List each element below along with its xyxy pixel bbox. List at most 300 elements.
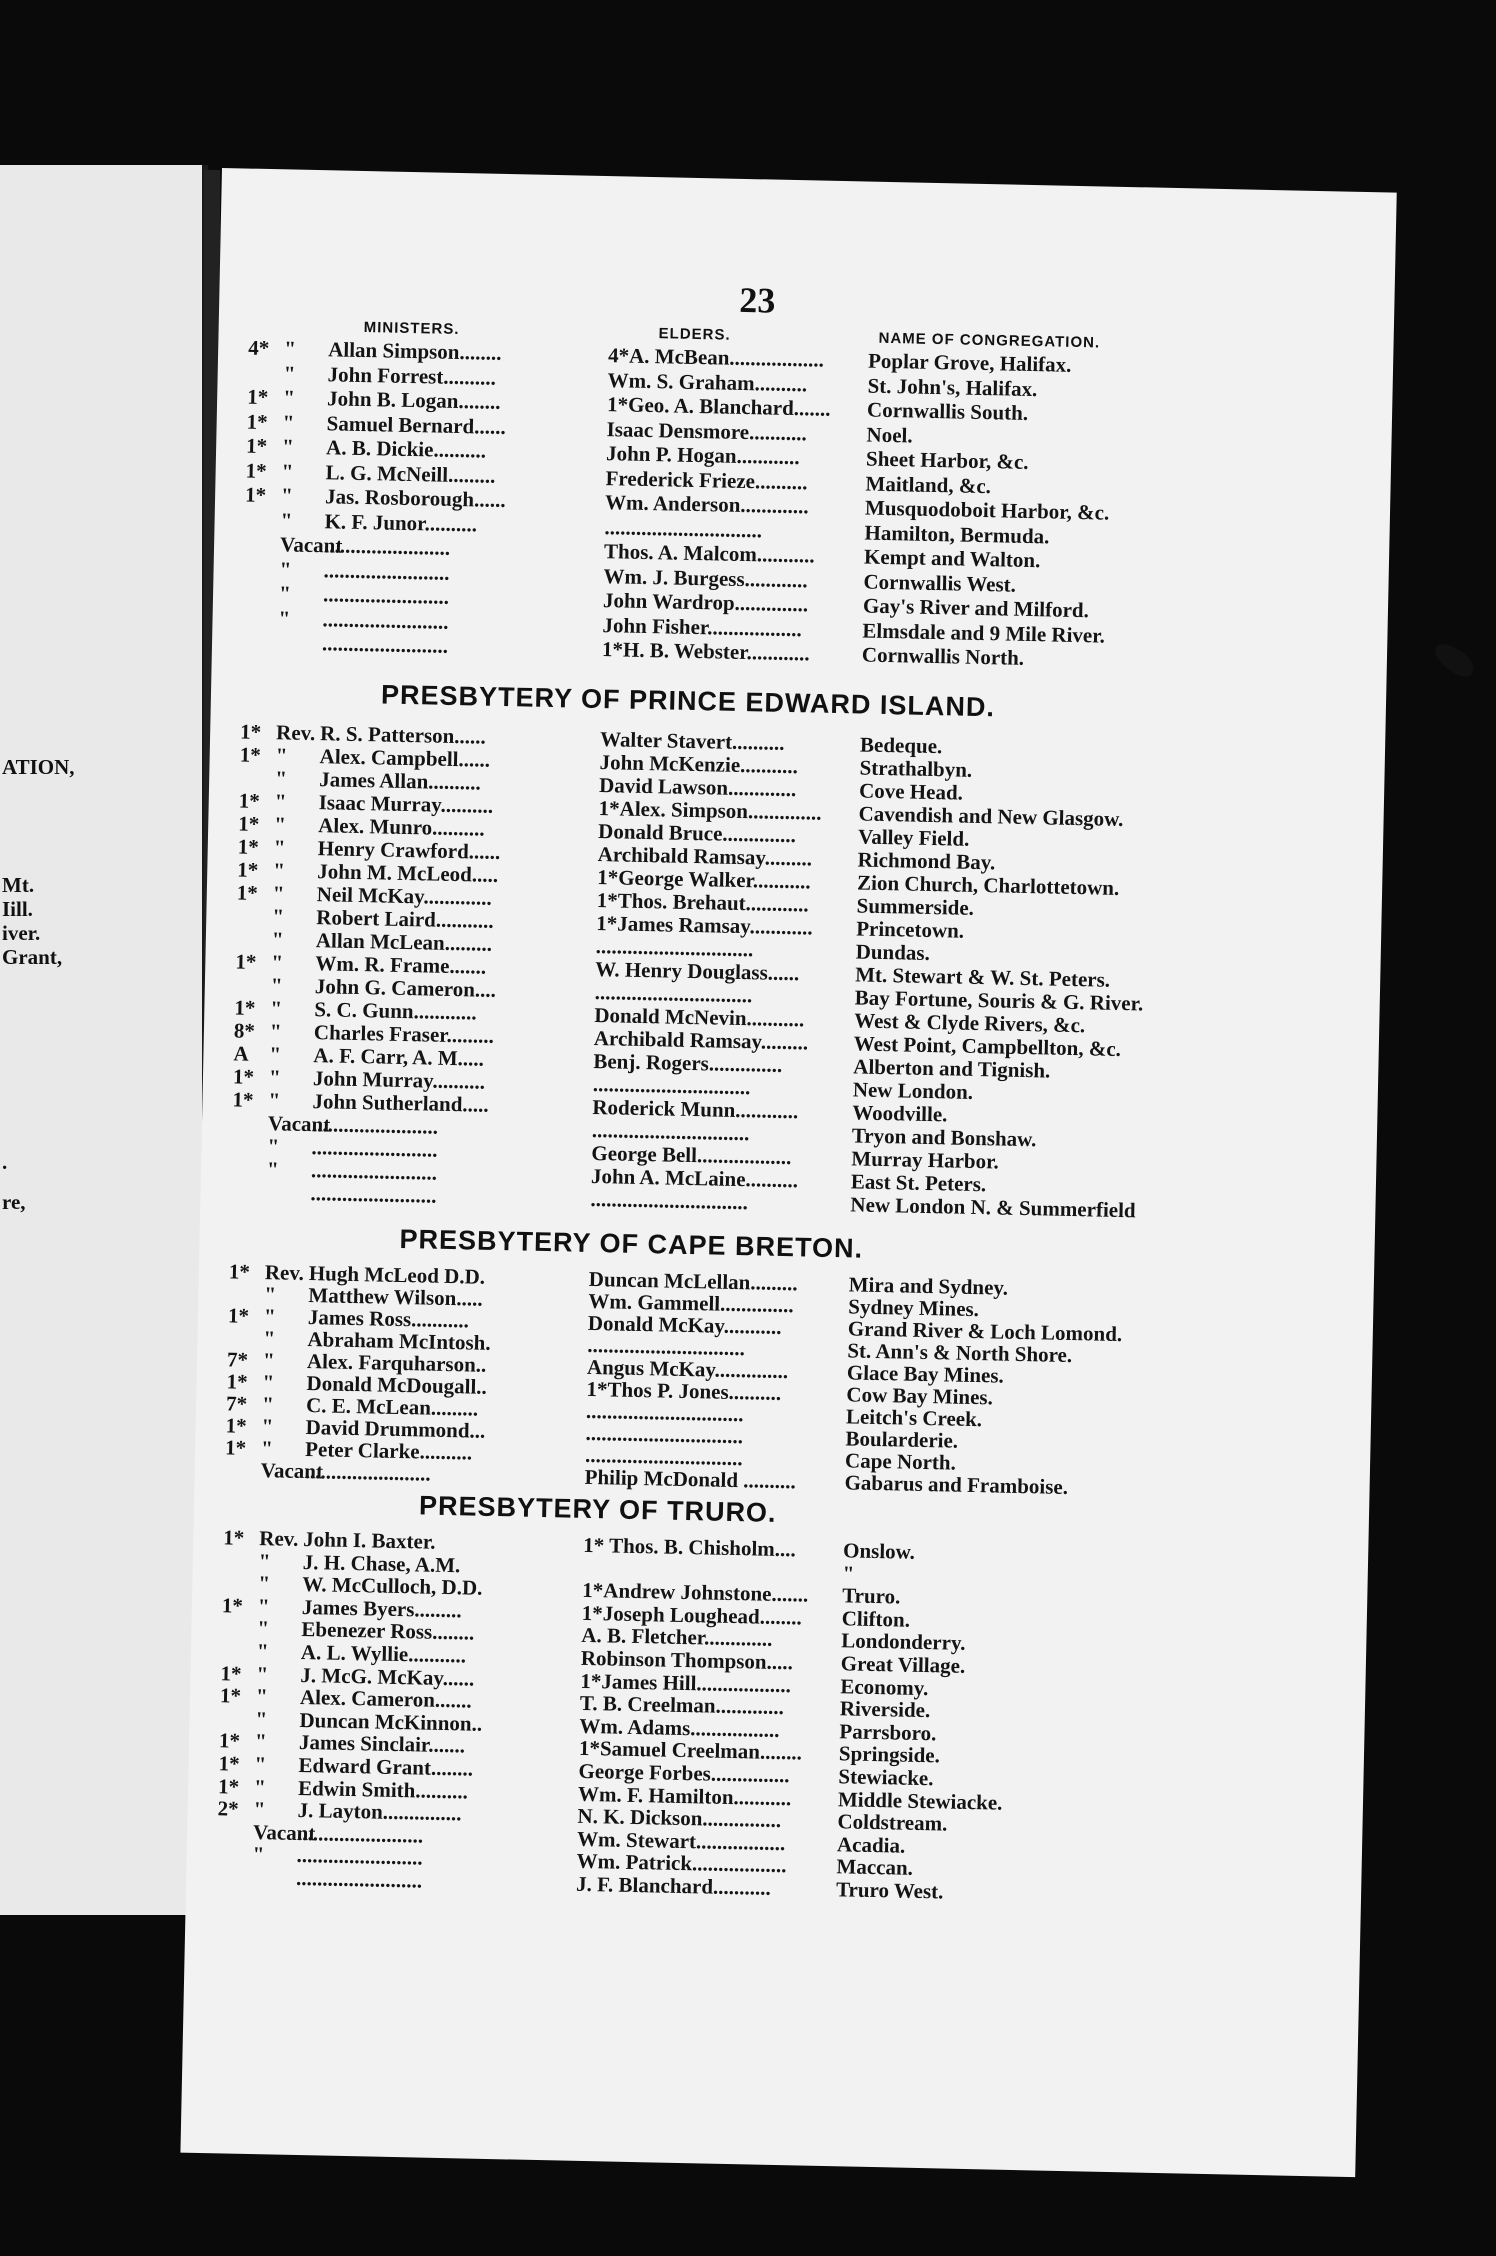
congregation-name: Noel. bbox=[866, 422, 913, 448]
elder-name: 1*Alex. Simpson.............. bbox=[598, 796, 822, 825]
row-prefix: " bbox=[272, 881, 285, 906]
elder-name: .............................. bbox=[584, 1442, 743, 1471]
row-prefix: " bbox=[272, 904, 285, 929]
left-fragment: . bbox=[2, 1150, 8, 1174]
row-prefix: " bbox=[262, 1348, 275, 1373]
row-mark bbox=[225, 1458, 265, 1459]
minister-name: ........................ bbox=[323, 557, 450, 585]
minister-name: Samuel Bernard...... bbox=[326, 410, 506, 439]
row-mark: 1* bbox=[227, 1303, 250, 1328]
row-mark: 4* bbox=[247, 335, 270, 361]
elder-name: 1* Thos. B. Chisholm.... bbox=[582, 1532, 797, 1562]
row-prefix: " bbox=[253, 1797, 266, 1822]
row-prefix bbox=[252, 1866, 302, 1867]
row-prefix: " bbox=[261, 1414, 274, 1439]
elder-name: Isaac Densmore........... bbox=[606, 416, 808, 445]
elder-name: Duncan McLellan......... bbox=[588, 1266, 798, 1296]
minister-name: ........................ bbox=[310, 1158, 438, 1185]
row-mark bbox=[243, 606, 283, 607]
congregation-name: Clifton. bbox=[841, 1606, 911, 1632]
row-prefix: " bbox=[268, 1088, 281, 1113]
minister-name: Alex. Munro.......... bbox=[318, 813, 485, 841]
row-prefix: " bbox=[257, 1616, 270, 1641]
pei-section-title: PRESBYTERY OF PRINCE EDWARD ISLAND. bbox=[380, 679, 996, 723]
minister-name: Matthew Wilson..... bbox=[308, 1283, 483, 1311]
row-prefix: " bbox=[254, 1729, 267, 1754]
left-fragment: iver. bbox=[2, 921, 41, 945]
elder-name: Donald McKay........... bbox=[587, 1310, 782, 1339]
row-prefix: " bbox=[258, 1571, 271, 1596]
minister-name: J. H. Chase, A.M. bbox=[302, 1549, 461, 1577]
minister-name: K. F. Junor.......... bbox=[324, 508, 478, 536]
congregation-name: West & Clyde Rivers, &c. bbox=[854, 1008, 1086, 1038]
row-prefix: Rev. bbox=[275, 720, 316, 746]
minister-name: John Forrest.......... bbox=[327, 361, 497, 390]
elder-name: Wm. F. Hamilton........... bbox=[577, 1781, 792, 1810]
row-mark bbox=[232, 1111, 272, 1112]
congregation-name: Musquodoboit Harbor, &c. bbox=[864, 495, 1110, 525]
minister-name: John I. Baxter. bbox=[303, 1527, 436, 1554]
minister-name: Duncan McKinnon.. bbox=[299, 1707, 483, 1736]
row-mark: 2* bbox=[217, 1796, 239, 1821]
left-fragment: Iill. bbox=[2, 897, 33, 921]
elder-name: .............................. bbox=[591, 1117, 750, 1146]
congregation-name: Middle Stewiacke. bbox=[837, 1786, 1003, 1815]
row-mark bbox=[232, 1134, 272, 1135]
congregation-name: Gabarus and Framboise. bbox=[844, 1470, 1069, 1500]
row-prefix: " bbox=[275, 743, 288, 768]
elder-name: .............................. bbox=[585, 1420, 744, 1449]
minister-name: Alex. Farquharson.. bbox=[306, 1349, 487, 1377]
elder-name: Donald Bruce.............. bbox=[597, 819, 797, 848]
elder-name: 1*Geo. A. Blanchard....... bbox=[606, 392, 831, 421]
elder-name: Donald McNevin........... bbox=[594, 1002, 805, 1032]
minister-name: James Allan.......... bbox=[318, 767, 482, 795]
elder-name: Roderick Munn............ bbox=[592, 1094, 799, 1124]
elder-name: .............................. bbox=[594, 979, 753, 1008]
row-mark bbox=[235, 973, 275, 974]
elder-name: David Lawson............. bbox=[598, 773, 797, 802]
elder-name: 1*Samuel Creelman........ bbox=[578, 1736, 803, 1765]
elder-name: John McKenzie........... bbox=[599, 750, 799, 779]
congregation-name: Cove Head. bbox=[858, 778, 964, 805]
congregation-name: Economy. bbox=[840, 1673, 929, 1700]
elder-name: 1*James Ramsay............ bbox=[596, 911, 813, 940]
elder-name: Wm. Patrick.................. bbox=[576, 1849, 787, 1878]
row-mark: 1* bbox=[217, 1773, 240, 1799]
congregation-name: Springside. bbox=[838, 1741, 941, 1768]
row-prefix: " bbox=[260, 1436, 274, 1461]
row-mark bbox=[229, 1282, 269, 1283]
row-prefix: " bbox=[256, 1661, 269, 1686]
minister-name: J. Layton............... bbox=[297, 1798, 462, 1826]
congregation-name: Londonderry. bbox=[841, 1628, 966, 1656]
row-prefix: " bbox=[271, 927, 284, 952]
congregation-name: Elmsdale and 9 Mile River. bbox=[862, 618, 1106, 648]
elder-name: George Forbes............... bbox=[578, 1758, 790, 1788]
elder-name: Frederick Frieze.......... bbox=[605, 465, 808, 494]
elder-name: .............................. bbox=[587, 1332, 746, 1361]
row-mark bbox=[228, 1326, 268, 1327]
page-number: 23 bbox=[738, 279, 776, 321]
row-mark bbox=[243, 582, 283, 583]
row-prefix: " bbox=[282, 409, 295, 435]
row-mark bbox=[223, 1572, 263, 1573]
congregation-name: Sydney Mines. bbox=[848, 1294, 980, 1322]
row-prefix: " bbox=[255, 1684, 268, 1709]
row-mark bbox=[237, 904, 277, 905]
congregation-column-header: NAME OF CONGREGATION. bbox=[878, 329, 1101, 352]
congregation-name: Murray Harbor. bbox=[851, 1146, 999, 1174]
congregation-name: Cornwallis West. bbox=[863, 569, 1017, 597]
row-prefix: " bbox=[281, 434, 295, 459]
minister-name: Allan Simpson........ bbox=[327, 337, 502, 365]
elder-name: Archibald Ramsay......... bbox=[597, 842, 813, 871]
elder-name: 1*George Walker........... bbox=[596, 865, 811, 894]
minister-name: Peter Clarke.......... bbox=[304, 1437, 473, 1465]
row-prefix: " bbox=[263, 1304, 276, 1329]
row-prefix: " bbox=[279, 556, 292, 582]
congregation-name: Princetown. bbox=[855, 916, 965, 943]
congregation-name: Great Village. bbox=[840, 1651, 966, 1678]
congregation-name: Cape North. bbox=[844, 1448, 957, 1475]
minister-name: John B. Logan........ bbox=[326, 386, 501, 414]
congregation-name: Glace Bay Mines. bbox=[846, 1360, 1005, 1388]
row-prefix: Rev. bbox=[264, 1260, 305, 1285]
ministers-column-header: MINISTERS. bbox=[363, 319, 460, 339]
congregation-name: Poplar Grove, Halifax. bbox=[867, 348, 1072, 377]
congregation-name: Zion Church, Charlottetown. bbox=[856, 870, 1120, 900]
elder-name: .............................. bbox=[595, 934, 754, 962]
row-prefix: " bbox=[283, 360, 296, 386]
left-fragment: re, bbox=[2, 1190, 26, 1214]
congregation-name: Mt. Stewart & W. St. Peters. bbox=[854, 962, 1111, 992]
elders-column-header: ELDERS. bbox=[658, 325, 731, 344]
row-mark bbox=[217, 1843, 257, 1844]
elder-name: Wm. Stewart................. bbox=[576, 1826, 786, 1855]
minister-name: Abraham McIntosh. bbox=[307, 1327, 491, 1355]
minister-name: A. L. Wyllie........... bbox=[300, 1639, 467, 1668]
elder-name: 1*James Hill.................. bbox=[580, 1668, 792, 1697]
elder-name: 1*Thos P. Jones.......... bbox=[586, 1376, 782, 1405]
row-prefix: " bbox=[263, 1326, 276, 1351]
row-prefix: " bbox=[278, 581, 292, 606]
elder-name: A. B. Fletcher............. bbox=[581, 1623, 773, 1652]
minister-name: John Sutherland..... bbox=[312, 1089, 489, 1117]
minister-name: S. C. Gunn............ bbox=[314, 997, 477, 1025]
row-prefix: " bbox=[270, 973, 283, 998]
congregation-name: Truro West. bbox=[835, 1877, 944, 1904]
row-mark bbox=[248, 361, 288, 362]
elder-name: John P. Hogan............ bbox=[605, 441, 800, 470]
congregation-name: Cornwallis South. bbox=[866, 397, 1029, 425]
row-prefix: " bbox=[258, 1548, 271, 1573]
elder-name: 1*Joseph Loughead........ bbox=[581, 1600, 802, 1630]
congregation-name: Mira and Sydney. bbox=[848, 1272, 1009, 1300]
congregation-name: Cavendish and New Glasgow. bbox=[858, 801, 1124, 832]
row-prefix: " bbox=[283, 336, 297, 361]
row-mark bbox=[244, 533, 284, 534]
congregation-name: Onslow. bbox=[842, 1538, 916, 1564]
minister-name: A. F. Carr, A. M..... bbox=[313, 1043, 485, 1071]
congregation-name: Acadia. bbox=[836, 1832, 906, 1858]
minister-name: Edwin Smith.......... bbox=[297, 1775, 469, 1804]
row-prefix: Rev. bbox=[259, 1526, 299, 1551]
congregation-name: Strathalbyn. bbox=[859, 755, 973, 782]
row-prefix: " bbox=[261, 1392, 275, 1417]
row-mark: 8* bbox=[233, 1018, 256, 1043]
elder-name: .............................. bbox=[604, 514, 763, 542]
elder-name: Archibald Ramsay......... bbox=[593, 1025, 809, 1055]
minister-name: ........................ bbox=[321, 631, 449, 658]
row-mark bbox=[217, 1820, 257, 1821]
row-mark: 1* bbox=[218, 1728, 241, 1754]
row-mark bbox=[242, 631, 282, 632]
elder-name: Wm. Gammell.............. bbox=[588, 1288, 794, 1318]
minister-name: ........................ bbox=[311, 1135, 438, 1162]
row-mark: 1* bbox=[245, 433, 268, 459]
elder-name: Angus McKay.............. bbox=[586, 1354, 789, 1384]
congregation-name: Valley Field. bbox=[857, 824, 970, 851]
row-mark: 1* bbox=[232, 1064, 255, 1089]
row-mark: 7* bbox=[225, 1391, 248, 1416]
congregation-name: Maitland, &c. bbox=[865, 471, 992, 498]
minister-name: Charles Fraser......... bbox=[313, 1020, 495, 1048]
row-mark: 1* bbox=[246, 384, 269, 410]
congregation-name: West Point, Campbellton, &c. bbox=[853, 1031, 1122, 1062]
row-prefix: " bbox=[274, 766, 288, 791]
minister-name: C. E. McLean......... bbox=[305, 1393, 479, 1421]
minister-name: ........................ bbox=[310, 1181, 437, 1208]
row-mark bbox=[222, 1617, 262, 1618]
minister-name: ........................ bbox=[304, 1459, 431, 1486]
congregation-name: Cow Bay Mines. bbox=[846, 1382, 994, 1410]
row-mark: A bbox=[233, 1041, 249, 1066]
elder-name: .............................. bbox=[585, 1398, 744, 1427]
minister-name: ........................ bbox=[322, 582, 450, 609]
row-prefix: " bbox=[273, 858, 286, 883]
elder-name: Wm. Adams................. bbox=[579, 1713, 780, 1742]
row-mark bbox=[236, 927, 276, 928]
elder-name: 1*Thos. Brehaut............ bbox=[596, 888, 809, 917]
elder-name: John Wardrop.............. bbox=[602, 588, 809, 617]
elder-name: N. K. Dickson............... bbox=[577, 1803, 782, 1833]
minister-name: Ebenezer Ross........ bbox=[301, 1617, 475, 1645]
elder-name: 4*A. McBean.................. bbox=[607, 343, 825, 372]
row-mark: 1* bbox=[237, 857, 259, 882]
row-prefix: " bbox=[280, 483, 294, 508]
row-prefix: Vacant bbox=[260, 1458, 324, 1484]
congregation-name: Tryon and Bonshaw. bbox=[851, 1123, 1037, 1152]
row-mark: 1* bbox=[238, 788, 261, 813]
ink-blot bbox=[1429, 639, 1478, 681]
minister-name: J. McG. McKay...... bbox=[300, 1662, 475, 1691]
row-mark: 1* bbox=[236, 880, 259, 905]
row-prefix: " bbox=[252, 1842, 265, 1867]
elder-name: Thos. A. Malcom........... bbox=[603, 539, 815, 568]
elder-name: J. F. Blanchard........... bbox=[575, 1871, 772, 1900]
minister-name: Donald McDougall.. bbox=[306, 1371, 488, 1399]
row-mark bbox=[244, 557, 284, 558]
minister-name: ........................ bbox=[295, 1865, 423, 1893]
congregation-name: Gay's River and Milford. bbox=[862, 593, 1090, 623]
row-prefix: " bbox=[270, 996, 283, 1021]
row-mark: 1* bbox=[220, 1660, 242, 1686]
row-prefix: " bbox=[257, 1593, 270, 1619]
minister-name: R. S. Patterson...... bbox=[319, 721, 487, 749]
row-mark bbox=[221, 1639, 261, 1640]
row-prefix: " bbox=[278, 605, 291, 631]
minister-name: Wm. R. Frame....... bbox=[315, 951, 487, 979]
minister-name: Neil McKay............. bbox=[316, 882, 493, 910]
row-mark: 1* bbox=[225, 1413, 247, 1438]
row-prefix: " bbox=[269, 1019, 282, 1044]
cape-breton-section-title: PRESBYTERY OF CAPE BRETON. bbox=[399, 1223, 864, 1264]
row-mark: 1* bbox=[228, 1259, 251, 1284]
minister-name: David Drummond... bbox=[305, 1415, 486, 1443]
minister-name: John G. Cameron.... bbox=[314, 974, 497, 1002]
congregation-name: Truro. bbox=[841, 1583, 901, 1609]
row-prefix: " bbox=[271, 950, 284, 975]
row-prefix: " bbox=[266, 1157, 279, 1182]
row-mark bbox=[245, 508, 285, 509]
left-fragment: Mt. bbox=[2, 873, 35, 897]
row-mark: 1* bbox=[221, 1593, 244, 1618]
elder-name: W. Henry Douglass...... bbox=[595, 956, 800, 986]
row-prefix: " bbox=[254, 1752, 267, 1777]
congregation-name: Parrsboro. bbox=[839, 1719, 937, 1746]
congregation-name: Coldstream. bbox=[837, 1809, 948, 1836]
row-mark: 1* bbox=[239, 742, 261, 767]
congregation-name: Boularderie. bbox=[845, 1426, 959, 1453]
congregation-name: Dundas. bbox=[855, 939, 931, 965]
row-mark: 7* bbox=[226, 1347, 249, 1372]
minister-name: James Byers......... bbox=[301, 1594, 462, 1623]
congregation-name: New London N. & Summerfield bbox=[850, 1192, 1136, 1223]
congregation-name: Richmond Bay. bbox=[857, 847, 996, 875]
minister-name: John Murray.......... bbox=[312, 1066, 486, 1094]
minister-name: W. McCulloch, D.D. bbox=[302, 1572, 483, 1600]
elder-name: T. B. Creelman............. bbox=[579, 1691, 785, 1720]
elder-name: Robinson Thompson..... bbox=[580, 1645, 794, 1675]
elder-name: Philip McDonald .......... bbox=[584, 1464, 797, 1494]
elder-name: Walter Stavert.......... bbox=[599, 727, 785, 755]
congregation-name: Summerside. bbox=[856, 893, 975, 920]
congregation-name: New London. bbox=[852, 1077, 974, 1104]
row-mark: 1* bbox=[245, 458, 267, 483]
row-mark: 1* bbox=[223, 1525, 245, 1550]
congregation-name: Riverside. bbox=[839, 1696, 931, 1723]
minister-name: Robert Laird........... bbox=[316, 905, 494, 933]
congregation-name: Leitch's Creek. bbox=[845, 1404, 983, 1432]
row-prefix: " bbox=[274, 789, 287, 814]
elder-name: Wm. S. Graham.......... bbox=[607, 367, 808, 396]
congregation-name: Bedeque. bbox=[859, 732, 943, 759]
row-prefix: " bbox=[267, 1134, 280, 1159]
minister-name: James Ross........... bbox=[307, 1305, 470, 1333]
row-prefix bbox=[267, 1181, 317, 1182]
row-mark: 1* bbox=[238, 811, 260, 836]
row-mark bbox=[231, 1157, 271, 1158]
minister-name: ........................ bbox=[323, 533, 451, 560]
elder-name: Benj. Rogers.............. bbox=[593, 1048, 783, 1077]
row-prefix: " bbox=[256, 1639, 269, 1664]
minister-name: Alex. Campbell...... bbox=[319, 744, 491, 772]
elder-name: George Bell.................. bbox=[591, 1140, 792, 1170]
minister-name: Jas. Rosborough...... bbox=[324, 484, 506, 513]
row-prefix: " bbox=[274, 812, 287, 837]
elder-name: John A. McLaine.......... bbox=[590, 1163, 799, 1193]
congregation-name: Maccan. bbox=[836, 1854, 914, 1881]
row-prefix bbox=[278, 631, 328, 632]
congregation-name: " bbox=[842, 1560, 855, 1586]
row-mark bbox=[239, 766, 279, 767]
left-fragment: Grant, bbox=[2, 945, 63, 969]
row-mark: 1* bbox=[244, 482, 267, 507]
minister-name: Edward Grant........ bbox=[298, 1752, 474, 1781]
congregation-name: Grand River & Loch Lomond. bbox=[847, 1316, 1123, 1347]
congregation-name: Woodville. bbox=[852, 1100, 948, 1127]
minister-name: John M. McLeod..... bbox=[317, 859, 499, 887]
row-prefix: Vacant bbox=[279, 532, 343, 558]
row-prefix: " bbox=[269, 1042, 282, 1067]
elder-name: Wm. Anderson............. bbox=[604, 490, 809, 519]
minister-name: James Sinclair....... bbox=[298, 1730, 466, 1758]
row-mark: 1* bbox=[235, 949, 257, 974]
congregation-name: Sheet Harbor, &c. bbox=[865, 446, 1029, 474]
congregation-name: St. John's, Halifax. bbox=[867, 373, 1038, 401]
minister-name: ........................ bbox=[296, 1820, 424, 1848]
minister-name: L. G. McNeill......... bbox=[325, 459, 496, 488]
congregation-name: Hamilton, Bermuda. bbox=[864, 520, 1050, 548]
row-prefix: " bbox=[280, 507, 293, 533]
row-mark: 1* bbox=[224, 1435, 247, 1460]
row-prefix: Vacant bbox=[252, 1819, 316, 1846]
truro-section-title: PRESBYTERY OF TRURO. bbox=[418, 1490, 777, 1528]
row-prefix: " bbox=[253, 1774, 267, 1799]
row-prefix: " bbox=[268, 1065, 281, 1090]
row-mark: 1* bbox=[226, 1369, 248, 1394]
row-prefix: " bbox=[262, 1370, 275, 1395]
congregation-name: St. Ann's & North Shore. bbox=[847, 1338, 1073, 1368]
row-mark: 1* bbox=[246, 409, 268, 434]
row-mark bbox=[220, 1707, 260, 1708]
row-prefix: " bbox=[273, 835, 286, 860]
elder-name: John Fisher.................. bbox=[602, 612, 803, 641]
elder-name: Wm. J. Burgess............ bbox=[603, 563, 808, 592]
row-prefix: " bbox=[282, 385, 296, 410]
row-mark: 1* bbox=[232, 1087, 254, 1112]
row-mark bbox=[216, 1865, 256, 1866]
row-mark: 1* bbox=[234, 995, 256, 1020]
minister-name: ........................ bbox=[311, 1112, 439, 1139]
congregation-name: Alberton and Tignish. bbox=[853, 1054, 1051, 1083]
minister-name: Allan McLean......... bbox=[315, 928, 493, 956]
row-prefix: " bbox=[281, 458, 294, 484]
congregation-name: East St. Peters. bbox=[850, 1169, 987, 1197]
minister-name: Hugh McLeod D.D. bbox=[308, 1261, 486, 1289]
row-mark: 1* bbox=[218, 1751, 240, 1776]
congregation-name: Cornwallis North. bbox=[861, 642, 1025, 670]
minister-name: ........................ bbox=[322, 606, 449, 634]
congregation-name: Bay Fortune, Souris & G. River. bbox=[854, 985, 1144, 1016]
row-prefix: Vacant bbox=[267, 1111, 331, 1137]
row-mark bbox=[231, 1180, 271, 1181]
minister-name: Henry Crawford...... bbox=[317, 836, 501, 864]
row-mark: 1* bbox=[237, 834, 260, 859]
minister-name: A. B. Dickie.......... bbox=[325, 435, 487, 463]
document-page bbox=[180, 168, 1396, 2177]
